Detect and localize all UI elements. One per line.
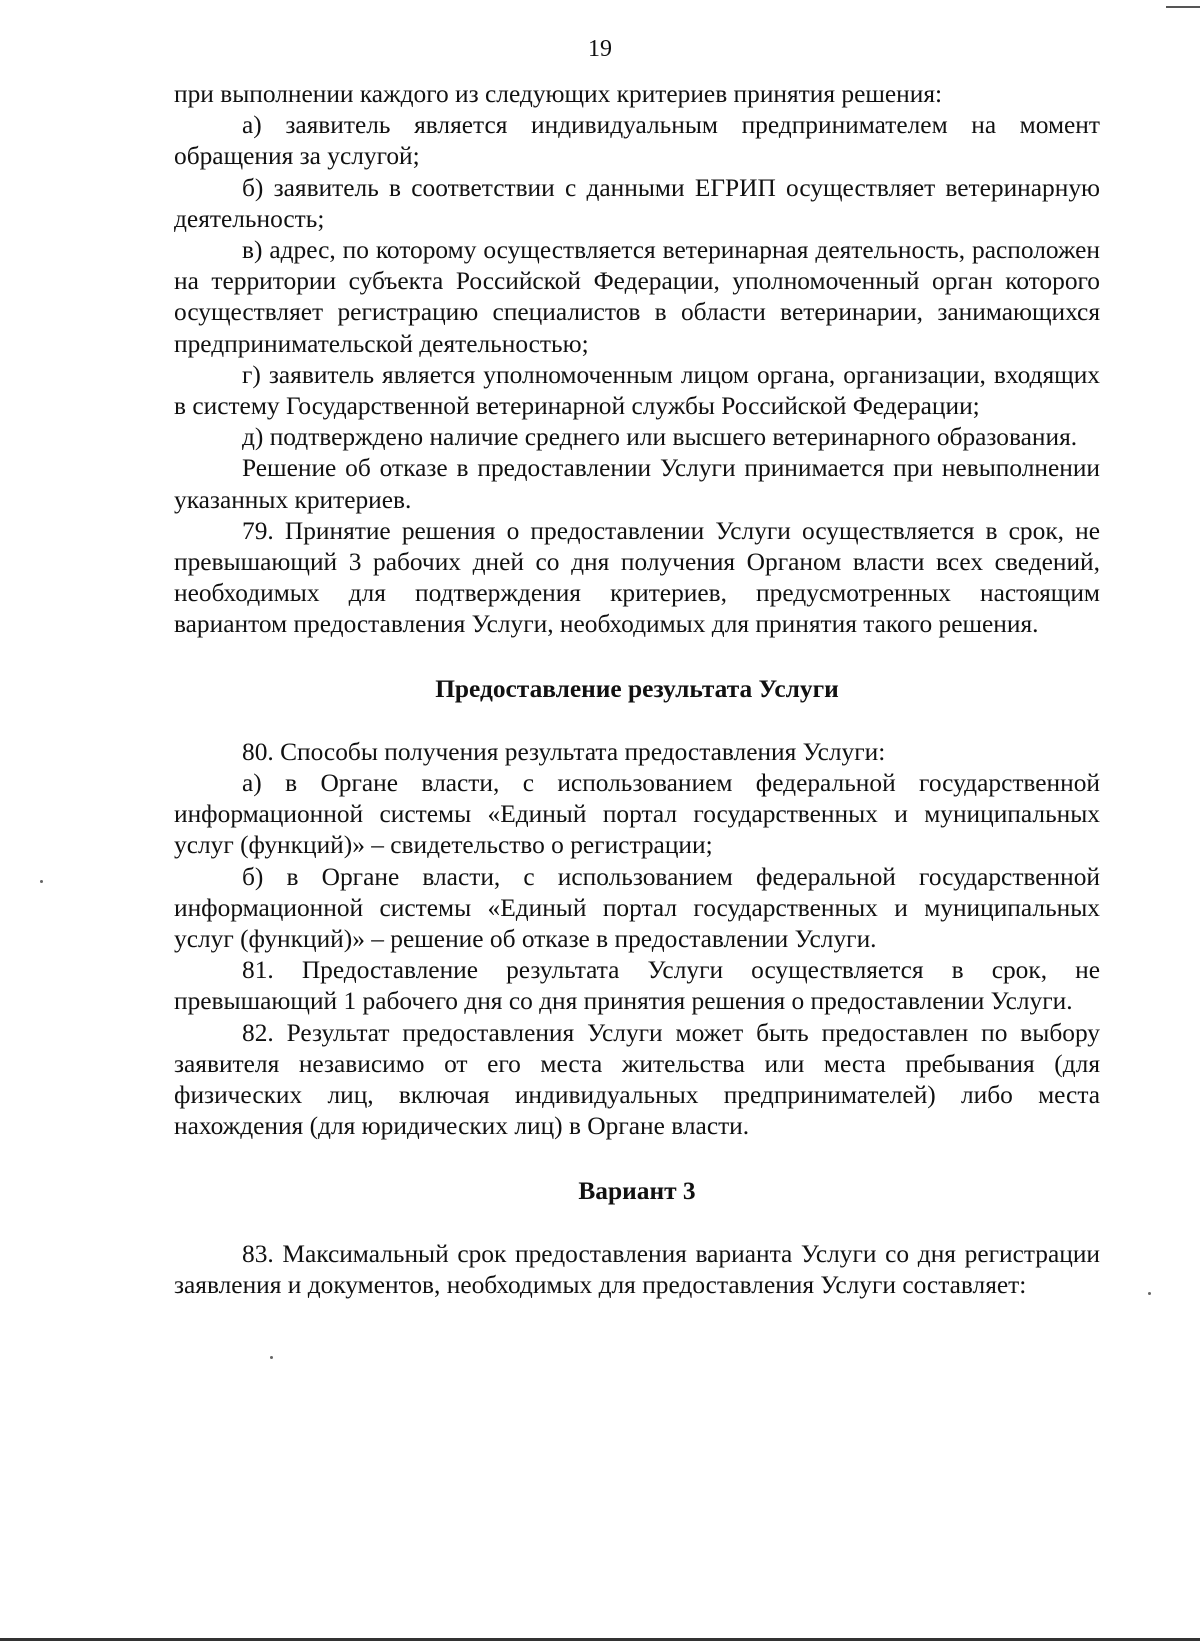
criterion-a: а) заявитель является индивидуальным предпринимателем на момент обращения за услугой; <box>174 111 1100 171</box>
document-body <box>174 79 1100 1301</box>
refusal-paragraph: Решение об отказе в предоставлении Услуги принимается при невыполнении указанных критериев. <box>174 454 1100 514</box>
criterion-g: г) заявитель является уполномоченным лицом органа, организации, входящих в систему Государственной ветеринарной службы Российской Федерации; <box>174 360 1100 421</box>
clause-80-a: а) в Органе власти, с использованием федеральной государственной информационной системы «Единый портал государственных и муниципальных услуг (функций)» – свидетельство о регистрации; <box>174 769 1100 860</box>
spacer <box>174 641 1100 674</box>
scan-bottom-edge <box>0 1638 1200 1641</box>
criterion-d: д) подтверждено наличие среднего или высшего ветеринарного образования. <box>242 423 1078 452</box>
clause-81: 81. Предоставление результата Услуги осуществляется в срок, не превышающий 1 рабочего дня со дня принятия решения о предоставлении Услуги. <box>174 956 1100 1016</box>
clause-82: 82. Результат предоставления Услуги может быть предоставлен по выбору заявителя независимо от его места жительства или места пребывания (для физических лиц, включая индивидуальных предпринимателей) либо места нахождения (для юридических лиц) в Органе власти. <box>174 1018 1100 1141</box>
paragraph-continuation: при выполнении каждого из следующих критериев принятия решения: <box>174 80 943 108</box>
spacer <box>174 1143 1100 1176</box>
scan-speck <box>40 880 43 883</box>
page-number: 19 <box>588 36 612 62</box>
section-heading-result: Предоставление результата Услуги <box>435 674 839 703</box>
scan-speck <box>270 1356 273 1359</box>
criterion-v: в) адрес, по которому осуществляется ветеринарная деятельность, расположен на территории субъекта Российской Федерации, уполномоченный орган которого осуществляет регистрацию специалистов в области ветеринарии, занимающихся предпринимательской деятельностью; <box>174 236 1100 358</box>
section-heading-variant-3: Вариант 3 <box>578 1176 696 1205</box>
spacer <box>174 705 1100 737</box>
spacer <box>174 1207 1100 1239</box>
clause-80: 80. Способы получения результата предоставления Услуги: <box>242 737 886 766</box>
scan-corner-mark <box>1166 0 1200 8</box>
clause-80-b: б) в Органе власти, с использованием федеральной государственной информационной системы «Единый портал государственных и муниципальных услуг (функций)» – решение об отказе в предоставлении Услуги. <box>174 862 1100 954</box>
criterion-b: б) заявитель в соответствии с данными ЕГРИП осуществляет ветеринарную деятельность; <box>174 173 1100 233</box>
clause-83: 83. Максимальный срок предоставления варианта Услуги со дня регистрации заявления и документов, необходимых для предоставления Услуги составляет: <box>174 1239 1100 1299</box>
clause-79: 79. Принятие решения о предоставлении Услуги осуществляется в срок, не превышающий 3 рабочих дней со дня получения Органом власти всех сведений, необходимых для подтверждения критериев, предусмотренных настоящим вариантом предоставления Услуги, необходимых для принятия такого решения. <box>174 516 1100 639</box>
scan-speck <box>1148 1292 1151 1295</box>
